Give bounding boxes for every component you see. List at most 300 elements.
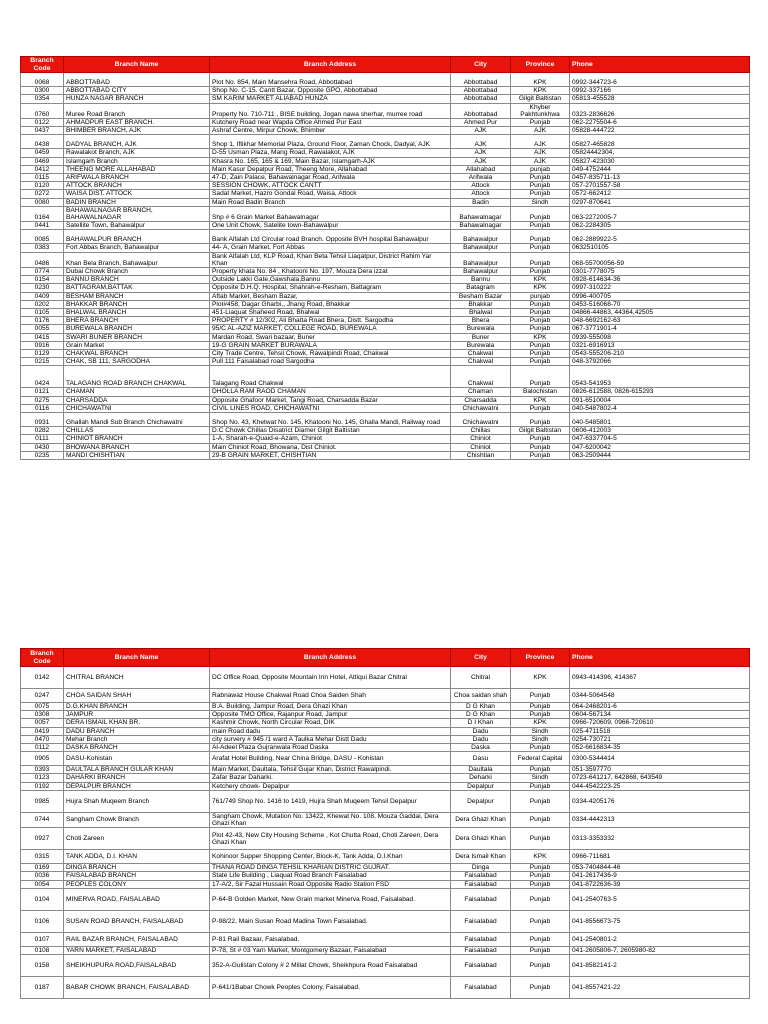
- cell-address: Zafar Bazar Daharki.: [210, 774, 451, 782]
- cell-name: HUNZA NAGAR BRANCH: [64, 95, 210, 103]
- cell-name: CHAK, SB 111, SARGODHA: [64, 358, 210, 366]
- cell-address: Bank Alfalah Ltd, KLP Road, Khan Beta Tehsil Liaqatpur, District Rahim Yar Khan: [210, 252, 451, 267]
- cell-address: Shop No. C-15. Cantt Bazar, Opposite GPO, Abbottabad: [210, 87, 451, 95]
- cell-address: PROPERTY # 12/302, Ali Bhatta Road Bhera, Distt. Sargodha: [210, 317, 451, 325]
- table-row: [21, 190, 750, 198]
- cell-province: Punjab: [511, 300, 570, 308]
- cell-phone: 0939-555098: [570, 333, 750, 341]
- cell-name: WAISA DIST. ATTOCK: [64, 190, 210, 198]
- cell-province: Punjab: [511, 744, 570, 752]
- table-row: [21, 667, 750, 689]
- cell-city: Attock: [451, 190, 511, 198]
- cell-address: P-78, St # 03 Yarn Market, Montgomery Bazaar, Faisalabad: [210, 946, 451, 954]
- cell-city: Choa saidan shah: [451, 689, 511, 703]
- cell-province: Punjab: [511, 325, 570, 333]
- table-row: [21, 872, 750, 880]
- cell-address: 761/749 Shop No. 1416 to 1419, Hujra Shah Muqeem Tehsil Depalpur: [210, 790, 451, 812]
- cell-name: Fort Abbas Branch, Bahawalpur: [64, 244, 210, 252]
- cell-address: 29-B GRAIN MARKET, CHISHTIAN: [210, 451, 451, 459]
- cell-phone: 051-3597770: [570, 766, 750, 774]
- cell-address: B.A. Building, Jampur Road, Dera Ghazi Khan: [210, 703, 451, 711]
- cell-phone: 041-8722636-39: [570, 880, 750, 888]
- table-row: [21, 341, 750, 349]
- table-row: [21, 157, 750, 165]
- cell-city: Chichawatni: [451, 413, 511, 427]
- cell-code: 0068: [21, 73, 64, 87]
- cell-province: Punjab: [511, 350, 570, 358]
- table-row: [21, 888, 750, 910]
- cell-name: DAHARKI BRANCH: [64, 774, 210, 782]
- cell-code: 0158: [21, 955, 64, 977]
- table-row: [21, 127, 750, 135]
- table-row: [21, 317, 750, 325]
- cell-name: MANDI CHISHTIAN: [64, 451, 210, 459]
- cell-city: Dera Ghazi Khan: [451, 812, 511, 827]
- cell-code: 0116: [21, 404, 64, 412]
- cell-code: 0187: [21, 977, 64, 999]
- table-row: [21, 977, 750, 999]
- table-row: [21, 198, 750, 206]
- cell-code: 0108: [21, 946, 64, 954]
- cell-city: Bahawalpur: [451, 268, 511, 276]
- cell-phone: 0928-614634-36: [570, 276, 750, 284]
- col-header-code: Branch Code: [21, 57, 64, 73]
- table-body: [21, 73, 750, 460]
- cell-phone: 057-2701557-58: [570, 182, 750, 190]
- cell-phone: 040-5487802-4: [570, 404, 750, 412]
- cell-phone: 0966-711681: [570, 850, 750, 864]
- cell-code: 0129: [21, 350, 64, 358]
- cell-phone: 0453-516068-70: [570, 300, 750, 308]
- cell-address: Pull 111 Faisalabad road Sargodha: [210, 358, 451, 366]
- cell-name: CHICHAWATNI: [64, 404, 210, 412]
- cell-address: P-81 Rail Bazaar, Faisalabad.: [210, 932, 451, 946]
- cell-city: Chillas: [451, 427, 511, 435]
- table-row: [21, 774, 750, 782]
- cell-province: Punjab: [511, 977, 570, 999]
- cell-code: 0469: [21, 157, 64, 165]
- cell-city: Bahawalpur: [451, 252, 511, 267]
- cell-phone: 067-3771901-4: [570, 325, 750, 333]
- table-row: [21, 135, 750, 149]
- cell-code: 0905: [21, 752, 64, 766]
- cell-code: 0247: [21, 689, 64, 703]
- cell-address: 44- A, Grain Market, Fort Abbas: [210, 244, 451, 252]
- table-row: [21, 404, 750, 412]
- cell-name: Mehar Branch: [64, 735, 210, 743]
- table-row: [21, 752, 750, 766]
- table-row: [21, 427, 750, 435]
- cell-phone: 0457-835711-13: [570, 174, 750, 182]
- cell-name: DADU BRANCH: [64, 727, 210, 735]
- cell-city: Bhakkar: [451, 300, 511, 308]
- cell-code: 0424: [21, 366, 64, 388]
- cell-code: 0470: [21, 735, 64, 743]
- cell-phone: 0604-567134: [570, 711, 750, 719]
- cell-name: Dubai Chowk Branch: [64, 268, 210, 276]
- cell-city: Burewala: [451, 341, 511, 349]
- cell-city: Dasu: [451, 752, 511, 766]
- cell-phone: 062-2275504-6: [570, 119, 750, 127]
- table-row: [21, 300, 750, 308]
- cell-province: Gilgit Baltistan: [511, 95, 570, 103]
- cell-phone: 041-2605806-7, 2605980-82: [570, 946, 750, 954]
- cell-code: 0459: [21, 149, 64, 157]
- table-row: [21, 388, 750, 396]
- cell-name: TALAGANG ROAD BRANCH CHAKWAL: [64, 366, 210, 388]
- cell-phone: 041-8556673-75: [570, 910, 750, 932]
- cell-address: Talagang Road Chakwal: [210, 366, 451, 388]
- cell-name: BANNU BRANCH: [64, 276, 210, 284]
- cell-address: Plot 42-43, New City Housing Scheme , Kot Chutta Road, Choti Zareen, Dera Ghazi Khan: [210, 828, 451, 850]
- table-row: [21, 284, 750, 292]
- cell-phone: 0543-555206-210: [570, 350, 750, 358]
- col-header-city: City: [451, 57, 511, 73]
- cell-city: Depalpur: [451, 782, 511, 790]
- cell-address: Outside Lakki Gate,Gawshala,Bannu: [210, 276, 451, 284]
- cell-code: 0122: [21, 119, 64, 127]
- cell-phone: 0321-6916913: [570, 341, 750, 349]
- col-header-code: Branch Code: [21, 649, 64, 667]
- table-row: [21, 946, 750, 954]
- cell-code: 0111: [21, 435, 64, 443]
- cell-name: MINERVA ROAD, FAISALABAD: [64, 888, 210, 910]
- cell-province: Punjab: [511, 946, 570, 954]
- cell-city: Faisalabad: [451, 910, 511, 932]
- cell-province: Punjab: [511, 443, 570, 451]
- cell-province: Punjab: [511, 932, 570, 946]
- cell-code: 0235: [21, 451, 64, 459]
- cell-name: ABBOTTABAD: [64, 73, 210, 87]
- cell-province: Balochistan: [511, 388, 570, 396]
- cell-city: Bahawalpur: [451, 230, 511, 244]
- cell-city: Faisalabad: [451, 932, 511, 946]
- cell-province: Gilgit Baltistan: [511, 427, 570, 435]
- cell-phone: 063-2272005-7: [570, 206, 750, 221]
- col-header-name: Branch Name: [64, 57, 210, 73]
- cell-address: Mardan Road, Swari bazaar, Buner: [210, 333, 451, 341]
- cell-province: Punjab: [511, 341, 570, 349]
- cell-phone: 0254-730721: [570, 735, 750, 743]
- cell-province: KPK: [511, 333, 570, 341]
- cell-code: 0164: [21, 206, 64, 221]
- cell-phone: 048-6692162-63: [570, 317, 750, 325]
- table-row: [21, 366, 750, 388]
- cell-city: Daska: [451, 744, 511, 752]
- cell-code: 0107: [21, 932, 64, 946]
- cell-code: 0169: [21, 864, 64, 872]
- table-header-row: [21, 649, 750, 667]
- cell-phone: 0301-7778075: [570, 268, 750, 276]
- table-row: [21, 87, 750, 95]
- cell-code: 0112: [21, 744, 64, 752]
- cell-city: Besham Bazar: [451, 292, 511, 300]
- cell-city: Dera Ghazi Khan: [451, 828, 511, 850]
- col-header-address: Branch Address: [210, 57, 451, 73]
- cell-city: AJK: [451, 127, 511, 135]
- cell-phone: 0572-662412: [570, 190, 750, 198]
- cell-city: Bahawalnagar: [451, 222, 511, 230]
- cell-phone: 0966-720609, 0966-720610: [570, 719, 750, 727]
- cell-phone: 0992-337166: [570, 87, 750, 95]
- cell-name: D.G.KHAN BRANCH: [64, 703, 210, 711]
- cell-name: RAIL BAZAR BRANCH, FAISALABAD: [64, 932, 210, 946]
- branch-table-1: [20, 56, 750, 460]
- table-row: [21, 812, 750, 827]
- cell-city: Buner: [451, 333, 511, 341]
- cell-city: Chakwal: [451, 350, 511, 358]
- cell-province: Punjab: [511, 230, 570, 244]
- cell-city: Depalpur: [451, 790, 511, 812]
- cell-city: Dadu: [451, 727, 511, 735]
- cell-phone: 0297-870641: [570, 198, 750, 206]
- cell-province: AJK: [511, 149, 570, 157]
- cell-province: Punjab: [511, 782, 570, 790]
- cell-city: Faisalabad: [451, 955, 511, 977]
- table-row: [21, 244, 750, 252]
- cell-name: DAULTALA BRANCH GULAR KHAN: [64, 766, 210, 774]
- cell-address: DHOLLA RAM RAOD CHAMAN: [210, 388, 451, 396]
- cell-name: Khan Bela Branch, Bahawalpur: [64, 252, 210, 267]
- col-header-province: Province: [511, 57, 570, 73]
- cell-province: Punjab: [511, 703, 570, 711]
- cell-phone: 0943-414396, 414367: [570, 667, 750, 689]
- cell-name: BAHAWALPUR BRANCH: [64, 230, 210, 244]
- cell-address: 47-D, Zain Palace, Bahawalnagar Road, Arifwala: [210, 174, 451, 182]
- cell-name: CHARSADDA: [64, 396, 210, 404]
- cell-city: Batagram: [451, 284, 511, 292]
- cell-name: BESHAM BRANCH: [64, 292, 210, 300]
- cell-address: Khasra No. 165, 165 & 169, Main Bazar, Islamgarh-AJK: [210, 157, 451, 165]
- cell-city: AJK: [451, 135, 511, 149]
- col-header-address: Branch Address: [210, 649, 451, 667]
- cell-name: DASU-Kohistan: [64, 752, 210, 766]
- cell-city: Badin: [451, 198, 511, 206]
- cell-city: Dinga: [451, 864, 511, 872]
- cell-province: Federal Capital: [511, 752, 570, 766]
- cell-province: Punjab: [511, 435, 570, 443]
- cell-province: Punjab: [511, 711, 570, 719]
- cell-address: main Road dadu: [210, 727, 451, 735]
- table-row: [21, 276, 750, 284]
- cell-phone: 0313-3353332: [570, 828, 750, 850]
- cell-code: 0215: [21, 358, 64, 366]
- cell-code: 0121: [21, 388, 64, 396]
- table-row: [21, 396, 750, 404]
- cell-code: 0412: [21, 165, 64, 173]
- table-row: [21, 413, 750, 427]
- cell-name: CHILLAS: [64, 427, 210, 435]
- cell-city: Abbottabad: [451, 87, 511, 95]
- table-row: [21, 292, 750, 300]
- cell-address: city survery # 945 /1 ward A Taulka Mehar Distt Dadu: [210, 735, 451, 743]
- cell-address: 1-A, Sharah-e-Quaid-e-Azam, Chiniot: [210, 435, 451, 443]
- cell-code: 0393: [21, 766, 64, 774]
- table-row: [21, 309, 750, 317]
- cell-address: Shop No. 43, Khetwat No. 145, Khatooni No. 145, Ghalla Mandi, Railway road: [210, 413, 451, 427]
- cell-code: 0085: [21, 230, 64, 244]
- cell-code: 0202: [21, 300, 64, 308]
- cell-phone: 048-3792066: [570, 358, 750, 366]
- cell-city: Faisalabad: [451, 888, 511, 910]
- cell-province: KPK: [511, 850, 570, 864]
- cell-province: Punjab: [511, 888, 570, 910]
- table-row: [21, 689, 750, 703]
- cell-code: 0409: [21, 292, 64, 300]
- cell-city: Bahawalnagar: [451, 206, 511, 221]
- cell-province: Punjab: [511, 190, 570, 198]
- table-row: [21, 880, 750, 888]
- cell-address: Main Kasur Depalpur Road, Theeng More, Allahabad: [210, 165, 451, 173]
- cell-address: Property khata No. 84 , Khatooni No. 197, Mouza Dera izzat: [210, 268, 451, 276]
- table-row: [21, 149, 750, 157]
- table-header-row: [21, 57, 750, 73]
- cell-province: Punjab: [511, 812, 570, 827]
- cell-city: Chakwal: [451, 358, 511, 366]
- cell-code: 0115: [21, 174, 64, 182]
- cell-city: AJK: [451, 149, 511, 157]
- cell-phone: 063-2509444: [570, 451, 750, 459]
- cell-code: 0057: [21, 719, 64, 727]
- cell-phone: 047-6200042: [570, 443, 750, 451]
- cell-name: THEENG MORE ALLAHABAD: [64, 165, 210, 173]
- table-row: [21, 782, 750, 790]
- cell-address: State Life Building , Liaquat Road Branch Faisalabad: [210, 872, 451, 880]
- cell-code: 0142: [21, 667, 64, 689]
- cell-phone: 041-2540763-5: [570, 888, 750, 910]
- cell-name: JAMPUR: [64, 711, 210, 719]
- cell-city: Bhera: [451, 317, 511, 325]
- cell-code: 0916: [21, 341, 64, 349]
- table-row: [21, 703, 750, 711]
- cell-name: BABAR CHOWK BRANCH, FAISALABAD: [64, 977, 210, 999]
- cell-code: 0176: [21, 317, 64, 325]
- cell-phone: 052-6616834-35: [570, 744, 750, 752]
- table-row: [21, 850, 750, 864]
- cell-province: Punjab: [511, 404, 570, 412]
- cell-province: Punjab: [511, 413, 570, 427]
- table-row: [21, 711, 750, 719]
- cell-code: 0760: [21, 103, 64, 118]
- cell-province: Punjab: [511, 317, 570, 325]
- cell-code: 0438: [21, 135, 64, 149]
- cell-city: Allahabad: [451, 165, 511, 173]
- cell-city: D G Khan: [451, 711, 511, 719]
- cell-city: Daultala: [451, 766, 511, 774]
- col-header-province: Province: [511, 649, 570, 667]
- col-header-city: City: [451, 649, 511, 667]
- cell-province: Punjab: [511, 268, 570, 276]
- cell-city: D I Khan: [451, 719, 511, 727]
- table-row: [21, 744, 750, 752]
- cell-phone: 0334-4442313: [570, 812, 750, 827]
- cell-address: Aftab Market, Besham Bazar,: [210, 292, 451, 300]
- table-body: [21, 667, 750, 999]
- table-row: [21, 174, 750, 182]
- cell-name: DERA ISMAIL KHAN BR.: [64, 719, 210, 727]
- table-row: [21, 333, 750, 341]
- cell-phone: 062-2889922-5: [570, 230, 750, 244]
- cell-address: Plot No. 854, Main Mansehra Road, Abbottabad: [210, 73, 451, 87]
- cell-address: SESSION CHOWK, ATTOCK CANTT: [210, 182, 451, 190]
- cell-city: Faisalabad: [451, 946, 511, 954]
- cell-city: Abbottabad: [451, 95, 511, 103]
- table-row: [21, 350, 750, 358]
- branch-table-2: [20, 648, 750, 999]
- cell-code: 0055: [21, 325, 64, 333]
- cell-province: Punjab: [511, 864, 570, 872]
- cell-name: Grain Market: [64, 341, 210, 349]
- cell-city: Bahawalpur: [451, 244, 511, 252]
- table-row: [21, 828, 750, 850]
- cell-name: SWARI BUNER BRANCH: [64, 333, 210, 341]
- cell-code: 0308: [21, 711, 64, 719]
- cell-name: BHAKKAR BRANCH: [64, 300, 210, 308]
- cell-name: BHALWAL BRANCH: [64, 309, 210, 317]
- cell-name: CHAMAN: [64, 388, 210, 396]
- cell-province: Punjab: [511, 766, 570, 774]
- cell-province: Punjab: [511, 206, 570, 221]
- cell-code: 0486: [21, 252, 64, 267]
- cell-phone: 041-2617436-9: [570, 872, 750, 880]
- cell-code: 0080: [21, 198, 64, 206]
- cell-phone: 0344-5064548: [570, 689, 750, 703]
- cell-code: 0300: [21, 87, 64, 95]
- cell-phone: 068-55700056-59: [570, 252, 750, 267]
- cell-address: Main Chiniot Road, Bhowana, Dist Chiniot.: [210, 443, 451, 451]
- cell-province: Sindh: [511, 727, 570, 735]
- cell-province: Punjab: [511, 309, 570, 317]
- cell-province: KPK: [511, 73, 570, 87]
- table-row: [21, 325, 750, 333]
- table-row: [21, 955, 750, 977]
- cell-province: Sindh: [511, 774, 570, 782]
- cell-phone: 04866-44863, 44364,42505: [570, 309, 750, 317]
- table-row: [21, 790, 750, 812]
- cell-name: SUSAN ROAD BRANCH, FAISALABAD: [64, 910, 210, 932]
- cell-phone: 049-4752444: [570, 165, 750, 173]
- cell-city: Chiniot: [451, 443, 511, 451]
- cell-name: AHMADPUR EAST BRANCH.: [64, 119, 210, 127]
- cell-address: Opposite Ghafoor Market, Tangi Road, Charsadda Bazar: [210, 396, 451, 404]
- cell-province: Punjab: [511, 872, 570, 880]
- cell-phone: 0996-400705: [570, 292, 750, 300]
- cell-province: Punjab: [511, 174, 570, 182]
- cell-city: Chakwal: [451, 366, 511, 388]
- col-header-name: Branch Name: [64, 649, 210, 667]
- cell-city: Bhalwal: [451, 309, 511, 317]
- cell-province: Punjab: [511, 828, 570, 850]
- cell-phone: 053-7404844-46: [570, 864, 750, 872]
- cell-address: Property No. 710-711 , BISE building, Jogan nawa sherhar, murree road: [210, 103, 451, 118]
- cell-code: 0230: [21, 284, 64, 292]
- cell-code: 0106: [21, 910, 64, 932]
- cell-name: DADYAL BRANCH, AJK: [64, 135, 210, 149]
- cell-address: SM KARIM MARKET ALIABAD HUNZA: [210, 95, 451, 103]
- cell-province: Punjab: [511, 252, 570, 267]
- cell-address: Al-Adeel Plaza Gujranwala Road Daska: [210, 744, 451, 752]
- table-row: [21, 252, 750, 267]
- cell-address: Rabnawaz House Chakwal Road Choa Saiden Shah: [210, 689, 451, 703]
- cell-province: Punjab: [511, 955, 570, 977]
- cell-province: Punjab: [511, 451, 570, 459]
- cell-name: ATTOCK BRANCH: [64, 182, 210, 190]
- cell-phone: 044-4542223-25: [570, 782, 750, 790]
- cell-city: Chishtian: [451, 451, 511, 459]
- cell-name: TANK ADDA, D.I. KHAN: [64, 850, 210, 864]
- cell-name: CHOA SAIDAN SHAH: [64, 689, 210, 703]
- cell-phone: 05813-455528: [570, 95, 750, 103]
